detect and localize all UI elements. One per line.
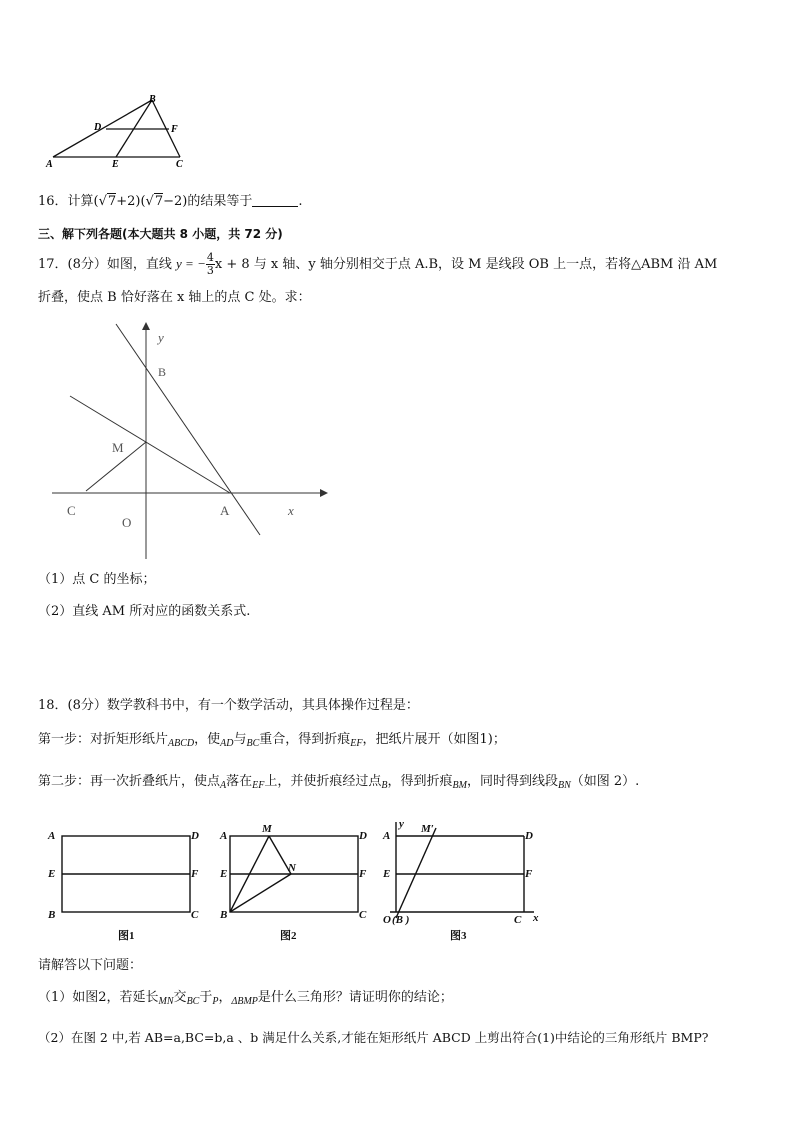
step1-EF: EF <box>350 738 363 749</box>
p1-P: P <box>212 996 219 1007</box>
q16-sqrt-1: 7 <box>107 194 117 209</box>
q18-step-2 <box>38 774 639 794</box>
answer-blank <box>252 194 298 207</box>
fig2-label-D: D <box>359 830 367 842</box>
fig3-label-D: D <box>525 830 533 842</box>
question-17-line-1 <box>38 252 717 277</box>
fig15-label-F: F <box>171 124 178 135</box>
step2-BM: BM <box>452 780 467 791</box>
point-label-C: C <box>67 503 76 518</box>
fig3-label-O: O <box>383 914 391 926</box>
q16-sqrt-2: 7 <box>154 194 164 209</box>
fig3-label-M-prime: M′ <box>421 823 434 835</box>
q18-answer-intro: 请解答以下问题： <box>38 958 143 973</box>
fig3-label-C: C <box>514 914 522 926</box>
step1-text-a: 第一步：对折矩形纸片 <box>38 732 169 747</box>
step1-text-d: 重合，得到折痕 <box>259 732 351 747</box>
q17-prefix: 17．(8分）如图，直线 <box>38 257 172 272</box>
fig2-label-B: B <box>220 909 228 921</box>
sqrt-symbol: √ <box>98 194 107 209</box>
step2-text-e: ，同时得到线段 <box>466 774 558 789</box>
fig1-label-A: A <box>48 830 56 842</box>
fig15-label-D: D <box>94 122 102 133</box>
point-label-O: O <box>122 515 132 530</box>
fig3-label-F: F <box>525 868 533 880</box>
frac-num: 4 <box>206 251 214 264</box>
point-label-B: B <box>158 365 167 379</box>
fig1-label-F: F <box>191 868 199 880</box>
fig3-label-A: A <box>383 830 391 842</box>
p1-text-c: 于 <box>199 990 213 1005</box>
fig15-label-A: A <box>46 159 53 170</box>
step1-ABCD: ABCD <box>168 738 195 749</box>
step1-AD: AD <box>220 738 234 749</box>
step2-A: A <box>220 780 227 791</box>
fig3-label-B: (B ) <box>392 914 410 926</box>
step2-text-a: 第二步：再一次折叠纸片，使点 <box>38 774 221 789</box>
step2-text-c: 上，并使折痕经过点 <box>264 774 382 789</box>
p1-text-e: 是什么三角形？请证明你的结论； <box>257 990 453 1005</box>
frac-den: 3 <box>206 264 214 277</box>
step2-BN: BN <box>557 780 571 791</box>
fig2-label-E: E <box>220 868 228 880</box>
q16-plus-two: +2)( <box>116 194 146 209</box>
q17-subquestion-1: （1）点 C 的坐标； <box>38 572 156 587</box>
point-label-A: A <box>220 503 230 518</box>
fig3-label-y: y <box>399 818 404 830</box>
question-16 <box>38 194 303 210</box>
section-title: 三、解下列各题(本大题共 8 小题，共 72 分) <box>38 227 283 241</box>
q18-intro: 18．(8分）数学教科书中，有一个数学活动，其具体操作过程是： <box>38 698 419 713</box>
step2-text-d: ，得到折痕 <box>387 774 453 789</box>
fig2-caption: 图2 <box>280 930 297 942</box>
fig1-label-E: E <box>48 868 56 880</box>
p1-MN: MN <box>158 996 174 1007</box>
fig2-label-F: F <box>359 868 367 880</box>
step2-text-b: 落在 <box>226 774 253 789</box>
q16-prefix: 16．计算 <box>38 194 94 209</box>
fig3-label-E: E <box>383 868 391 880</box>
step1-text-e: ，把纸片展开（如图1)； <box>362 732 506 747</box>
question-17-line-2: 折叠，使点 B 恰好落在 x 轴上的点 C 处。求： <box>38 290 311 305</box>
fig15-label-B: B <box>149 94 156 105</box>
q18-step-1 <box>38 732 506 752</box>
step1-text-c: 与 <box>233 732 247 747</box>
step1-BC: BC <box>246 738 260 749</box>
p1-text-a: （1）如图2，若延长 <box>38 990 159 1005</box>
q16-suffix: 的结果等于 <box>187 194 253 209</box>
q16-paren: ( <box>93 194 99 209</box>
p1-text-d: ， <box>218 990 232 1005</box>
q17-rest: x + 8 与 x 轴、y 轴分别相交于点 A.B，设 M 是线段 OB 上一点，若将△ABM 沿 AM <box>214 257 718 272</box>
fig3-label-x: x <box>533 912 539 924</box>
fig1-caption: 图1 <box>118 930 135 942</box>
step2-text-f: （如图 2）. <box>570 774 640 789</box>
fig15-label-C: C <box>176 159 183 170</box>
point-label-M: M <box>112 440 124 455</box>
fig2-label-N: N <box>288 862 296 874</box>
step1-text-b: ，使 <box>194 732 221 747</box>
q18-part-2: （2）在图 2 中,若 AB=a,BC=b,a 、b 满足什么关系,才能在矩形纸片 ABCD 上剪出符合(1)中结论的三角形纸片 BMP? <box>38 1030 709 1045</box>
fig1-label-D: D <box>191 830 199 842</box>
p1-text-b: 交 <box>173 990 187 1005</box>
triangle-figure-15 <box>40 94 200 170</box>
fig2-label-M: M <box>262 823 272 835</box>
fig2-label-C: C <box>359 909 367 921</box>
fig3-caption: 图3 <box>450 930 467 942</box>
fig15-label-E: E <box>112 159 119 170</box>
q18-part-1 <box>38 990 453 1010</box>
step2-B: B <box>381 780 388 791</box>
p1-BC: BC <box>186 996 200 1007</box>
fraction-4-3 <box>206 252 215 277</box>
axis-label-x: x <box>288 503 294 518</box>
axis-label-y: y <box>158 330 164 345</box>
q16-end: . <box>298 194 303 209</box>
p1-BMP: ΔBMP <box>231 996 258 1007</box>
step2-EF: EF <box>252 780 265 791</box>
q16-minus-two: −2) <box>163 194 188 209</box>
fig1-label-B: B <box>48 909 56 921</box>
fig2-label-A: A <box>220 830 228 842</box>
q17-y-eq: y = − <box>176 256 206 271</box>
folding-figures <box>40 818 550 946</box>
coordinate-figure-17 <box>50 322 330 562</box>
fig1-label-C: C <box>191 909 199 921</box>
q17-subquestion-2: （2）直线 AM 所对应的函数关系式. <box>38 604 251 619</box>
sqrt-symbol: √ <box>145 194 154 209</box>
